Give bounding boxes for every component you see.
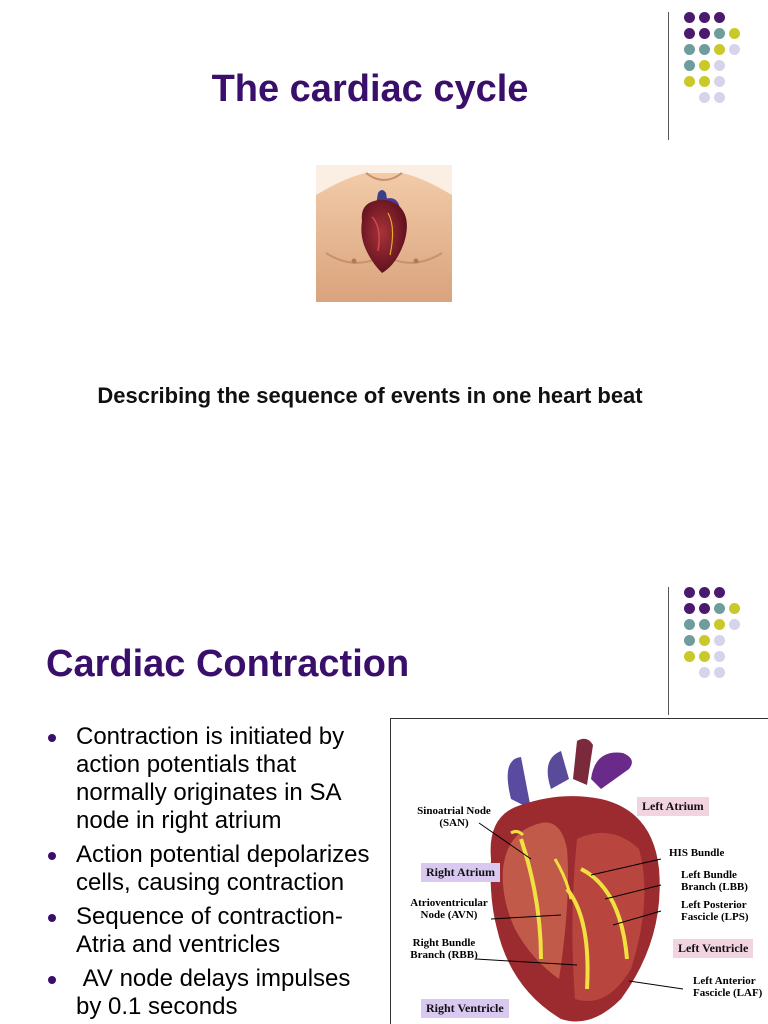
decorative-dot — [714, 44, 725, 55]
decorative-dot — [699, 635, 710, 646]
label-right-bundle-branch: Right Bundle Branch (RBB) — [410, 937, 478, 961]
list-item — [46, 841, 382, 897]
slide-subtitle: Describing the sequence of events in one heart beat — [97, 383, 643, 408]
slide-title: Cardiac Contraction — [46, 643, 410, 685]
decorative-dot — [684, 587, 695, 598]
decorative-dot — [699, 587, 710, 598]
slide-title: The cardiac cycle — [211, 68, 529, 110]
decorative-dot — [714, 28, 725, 39]
bullet-icon — [48, 914, 56, 922]
decorative-dot — [699, 28, 710, 39]
list-item — [46, 965, 382, 1021]
decorative-dot — [714, 12, 725, 23]
label-his-bundle: HIS Bundle — [669, 847, 725, 859]
decorative-dot — [714, 603, 725, 614]
decorative-dot — [729, 619, 740, 630]
bullet-text: Sequence of contraction- Atria and ventricles — [76, 903, 343, 958]
decorative-dot — [684, 651, 695, 662]
divider-line — [668, 587, 669, 715]
label-right-ventricle: Right Ventricle — [421, 999, 509, 1018]
heart-torso-image — [316, 165, 452, 302]
label-left-anterior-fascicle: Left Anterior Fascicle (LAF) — [693, 975, 763, 999]
label-right-atrium: Right Atrium — [421, 863, 500, 882]
decorative-dot — [699, 667, 710, 678]
decorative-dot — [714, 587, 725, 598]
decorative-dot — [714, 667, 725, 678]
decorative-dot — [699, 619, 710, 630]
bullet-text: Action potential depolarizes cells, causing contraction — [76, 841, 370, 896]
bullet-icon — [48, 976, 56, 984]
decorative-dot — [714, 635, 725, 646]
bullet-icon — [48, 852, 56, 860]
slide-2 — [0, 575, 768, 1024]
list-item — [46, 903, 382, 959]
decorative-dot — [699, 651, 710, 662]
decorative-dot — [714, 651, 725, 662]
decorative-dot — [729, 28, 740, 39]
decorative-dot — [729, 44, 740, 55]
decorative-dot — [714, 619, 725, 630]
label-left-bundle-branch: Left Bundle Branch (LBB) — [681, 869, 748, 893]
decorative-dot — [699, 603, 710, 614]
decorative-dot — [699, 12, 710, 23]
list-item — [46, 723, 382, 835]
label-sinoatrial-node: Sinoatrial Node (SAN) — [417, 805, 491, 829]
bullet-text: AV node delays impulses by 0.1 seconds — [76, 965, 358, 1020]
decorative-dot — [729, 603, 740, 614]
decorative-dot — [684, 12, 695, 23]
bullet-list — [46, 723, 382, 1024]
decorative-dot — [684, 619, 695, 630]
label-left-ventricle: Left Ventricle — [673, 939, 753, 958]
decorative-dot — [684, 603, 695, 614]
label-left-posterior-fascicle: Left Posterior Fascicle (LPS) — [681, 899, 749, 923]
bullet-text: Contraction is initiated by action potentials that normally originates in SA node in right atrium — [76, 723, 345, 834]
decorative-dot — [684, 635, 695, 646]
decorative-dot-grid — [684, 587, 768, 697]
heart-conduction-diagram — [390, 718, 768, 1024]
bullet-icon — [48, 734, 56, 742]
label-left-atrium: Left Atrium — [637, 797, 709, 816]
label-atrioventricular-node: Atrioventricular Node (AVN) — [410, 897, 488, 921]
decorative-dot — [684, 28, 695, 39]
decorative-dot — [684, 44, 695, 55]
decorative-dot — [699, 44, 710, 55]
